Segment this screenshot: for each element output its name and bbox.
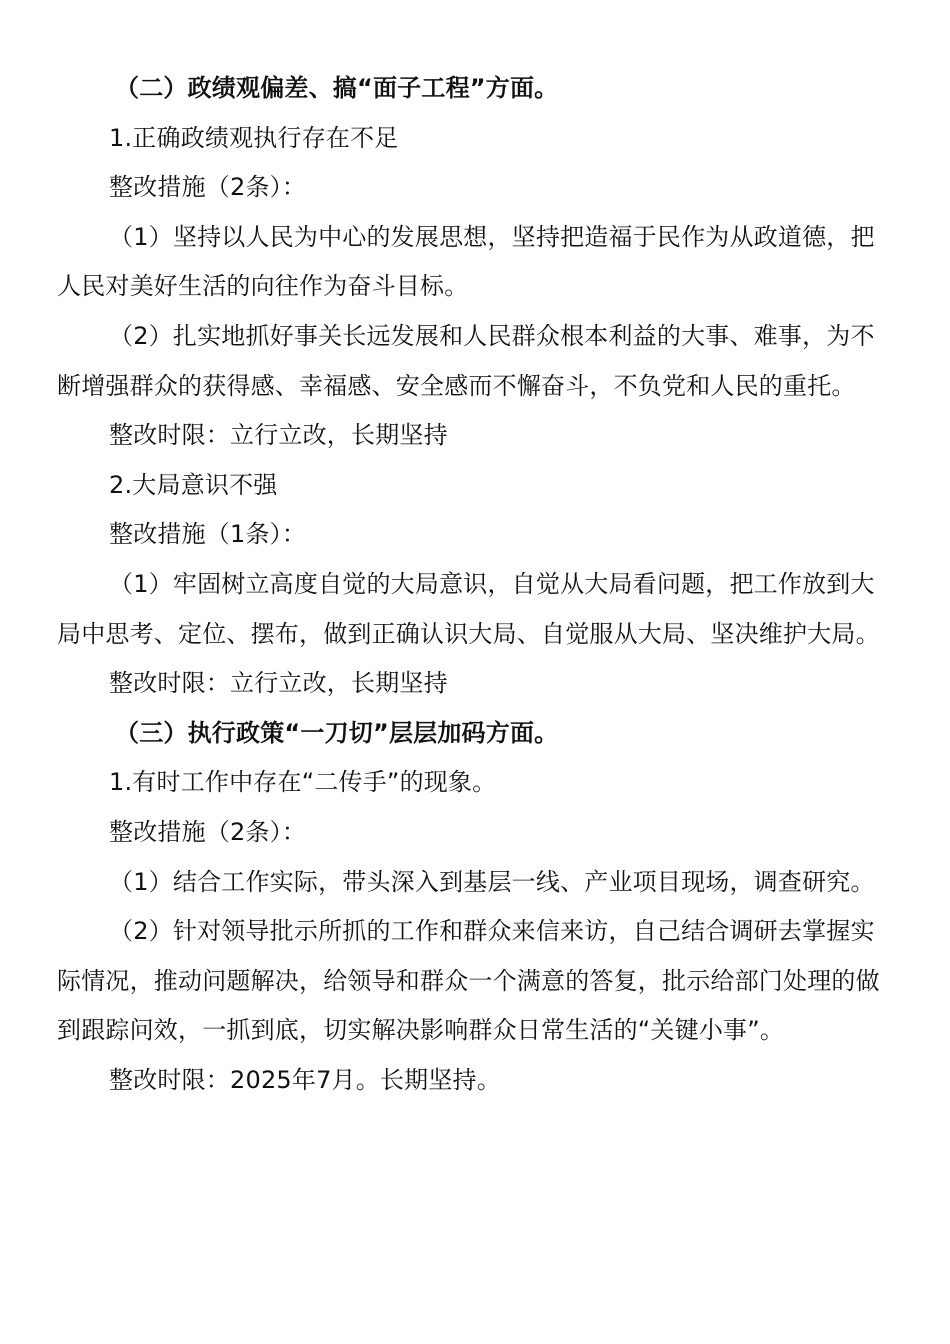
measures-label: 整改措施（2条）： bbox=[109, 817, 307, 846]
deadline-line: 整改时限：立行立改，长期坚持 bbox=[109, 669, 448, 698]
issue-title: 1.正确政绩观执行存在不足 bbox=[109, 123, 399, 152]
measure-item: （2）扎实地抓好事关长远发展和人民群众根本利益的大事、难事，为不断增强群众的获得感、幸福感、安全感而不懈奋斗，不负党和人民的重托。 bbox=[57, 321, 875, 400]
measure-item: （2）针对领导批示所抓的工作和群众来信来访，自己结合调研去掌握实际情况，推动问题解决，给领导和群众一个满意的答复，批示给部门处理的做到跟踪问效，一抓到底，切实解决影响群众日常生活的“关键小事”。 bbox=[57, 917, 880, 1045]
measure-item: （1）结合工作实际，带头深入到基层一线、产业项目现场，调查研究。 bbox=[109, 867, 875, 896]
issue-title: 2.大局意识不强 bbox=[109, 470, 278, 499]
measure-item: （1）牢固树立高度自觉的大局意识，自觉从大局看问题，把工作放到大局中思考、定位、摆布，做到正确认识大局、自觉服从大局、坚决维护大局。 bbox=[57, 569, 880, 648]
deadline-line: 整改时限：立行立改，长期坚持 bbox=[109, 421, 448, 450]
measure-item: （1）坚持以人民为中心的发展思想，坚持把造福于民作为从政道德，把人民对美好生活的向往作为奋斗目标。 bbox=[57, 222, 875, 301]
section-heading-2: （二）政绩观偏差、搞“面子工程”方面。 bbox=[115, 74, 559, 102]
section-heading-3: （三）执行政策“一刀切”层层加码方面。 bbox=[115, 718, 559, 747]
measures-label: 整改措施（2条）： bbox=[109, 173, 307, 202]
document-body bbox=[57, 64, 897, 1105]
issue-title: 1.有时工作中存在“二传手”的现象。 bbox=[109, 768, 497, 797]
deadline-line: 整改时限：2025年7月。长期坚持。 bbox=[109, 1065, 501, 1094]
measures-label: 整改措施（1条）： bbox=[109, 520, 307, 549]
